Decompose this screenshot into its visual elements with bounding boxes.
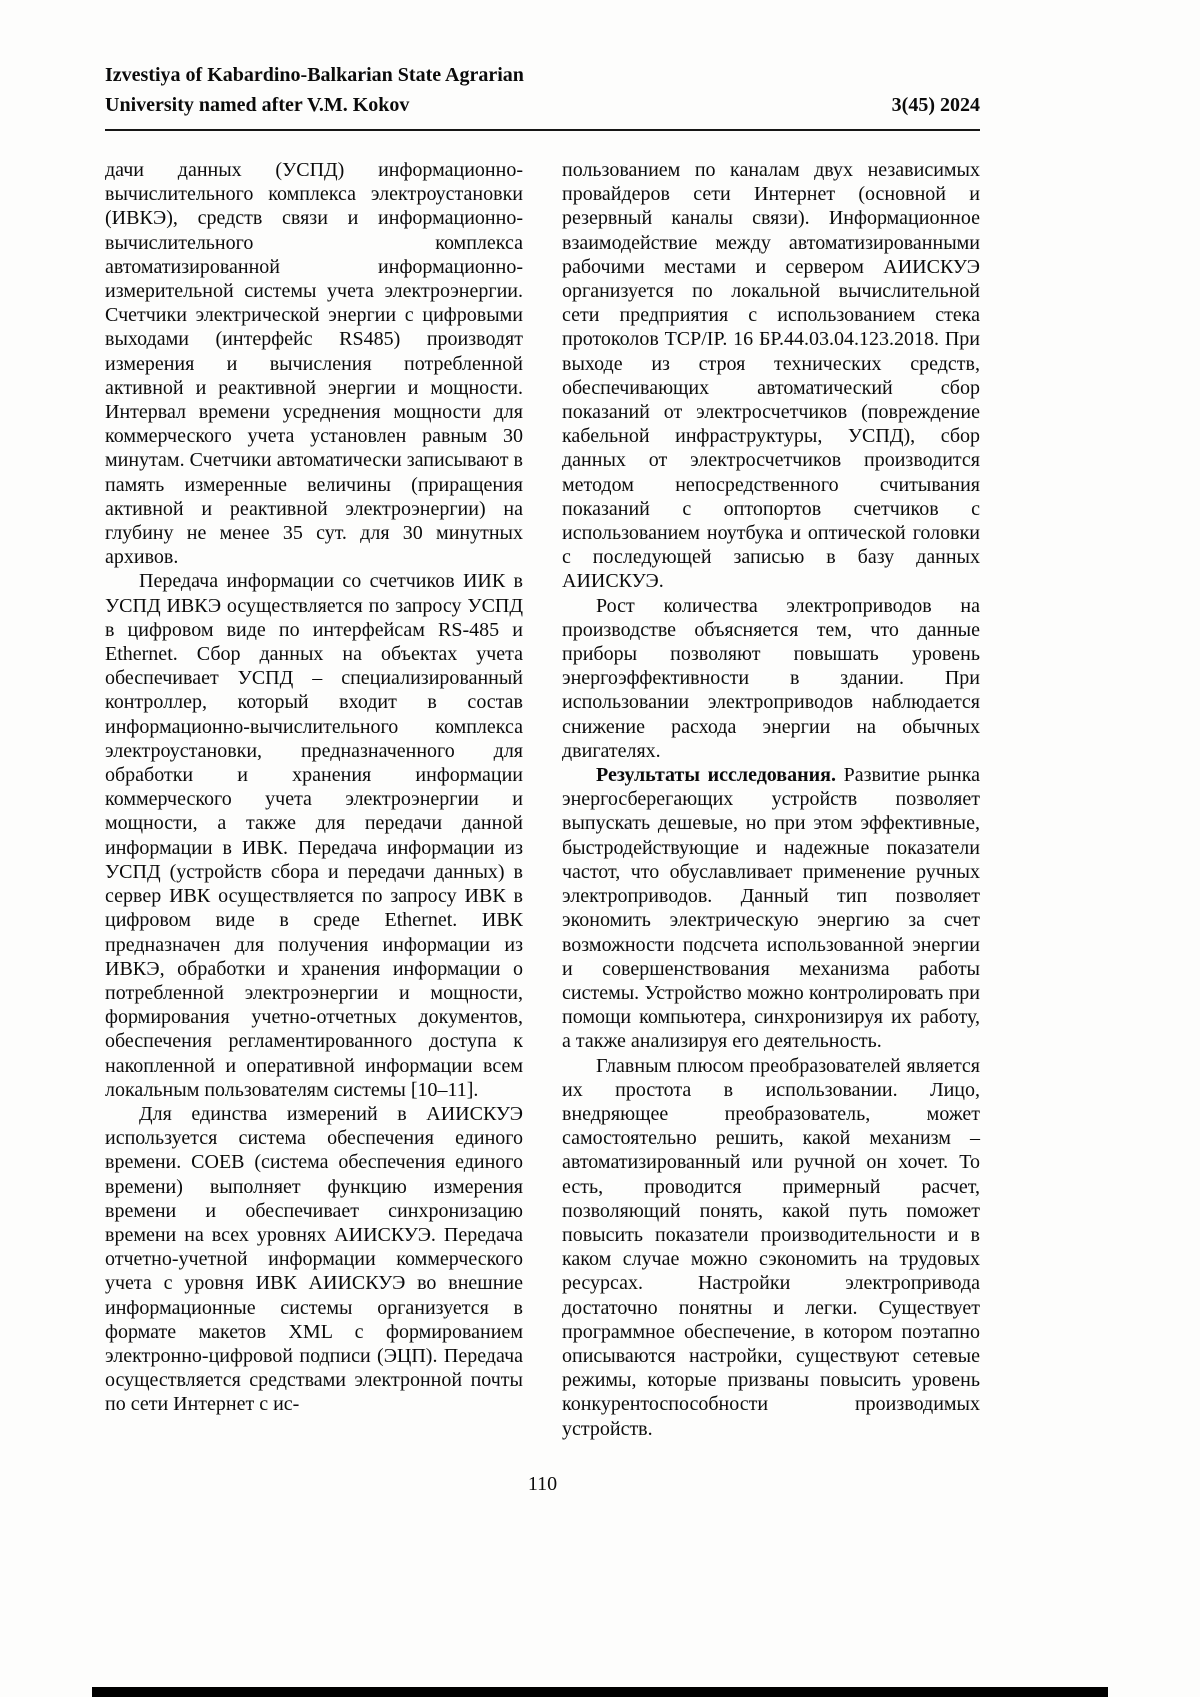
text-column-right — [562, 158, 980, 1441]
page-content — [105, 60, 980, 1441]
page-number: 110 — [527, 1473, 558, 1495]
paragraph-text: Развитие рынка энергосберегающих устройств позволяет выпускать дешевые, но при этом эффективные, быстродействующие и надежные показатели частот, что обуславливает применение ручных электроприводов. Данный тип позволяет экономить электрическую энергию за счет возможности подсчета использованной энергии и совершенствования механизма работы системы. Устройство можно контролировать при помощи компьютера, синхронизируя их работу, а также анализируя его деятельность. — [562, 764, 980, 1053]
paragraph: Главным плюсом преобразователей является их простота в использовании. Лицо, внедряющее преобразователь, может самостоятельно решить, какой механизм – автоматизированный или ручной он хочет. То есть, проводится примерный расчет, позволяющий понять, какой путь поможет повысить показатели производительности и в каком случае можно сэкономить на трудовых ресурсах. Настройки электропривода достаточно понятны и легки. Существует программное обеспечение, в котором поэтапно описываются настройки, существуют сетевые режимы, которые призваны повысить уровень конкурентоспособности производимых устройств. — [562, 1054, 980, 1440]
paragraph: дачи данных (УСПД) информационно-вычислительного комплекса электроустановки (ИВКЭ), средств связи и информационно-вычислительного комплекса автоматизированной информационно-измерительной системы учета электроэнергии. Счетчики электрической энергии с цифровыми выходами (интерфейс RS485) производят измерения и вычисления потребленной активной и реактивной энергии и мощности. Интервал времени усреднения мощности для коммерческого учета установлен равным 30 минутам. Счетчики автоматически записывают в память измеренные величины (приращения активной и реактивной электроэнергии) на глубину не менее 35 сут. для 30 минутных архивов. — [105, 159, 523, 569]
paragraph: Передача информации со счетчиков ИИК в УСПД ИВКЭ осуществляется по запросу УСПД в цифровом виде по интерфейсам RS-485 и Ethernet. Сбор данных на объектах учета обеспечивает УСПД – специализированный контроллер, который входит в состав информационно-вычислительного комплекса электроустановки, предназначенного для обработки и хранения информации коммерческого учета электроэнергии и мощности, а также для передачи данной информации в ИВК. Передача информации из УСПД (устройств сбора и передачи данных) в сервер ИВК осуществляется по запросу ИВК в цифровом виде в среде Ethernet. ИВК предназначен для получения информации из ИВКЭ, обработки и хранения информации о потребленной электроэнергии и мощности, формирования учетно-отчетных документов, обеспечения регламентированного доступа к накопленной и оперативной информации всем локальным пользователям системы [10–11]. — [105, 570, 523, 1101]
journal-title — [105, 60, 524, 120]
issue-number: 3(45) 2024 — [891, 94, 980, 116]
header-rule — [105, 129, 980, 131]
paragraph: Для единства измерений в АИИСКУЭ используется система обеспечения единого времени. СОЕВ (система обеспечения единого времени) выполняет функцию измерения времени и обеспечивает синхронизацию времени на всех уровнях АИИСКУЭ. Передача отчетно-учетной информации коммерческого учета с уровня ИВК АИИСКУЭ во внешние информационные системы организуется в формате макетов XML с формированием электронно-цифровой подписи (ЭЦП). Передача осуществляется средствами электронной почты по сети Интернет с ис- — [105, 1102, 523, 1416]
article-body — [105, 158, 980, 1441]
section-heading-results: Результаты исследования. — [596, 764, 836, 787]
journal-title-line2: University named after V.M. Kokov — [105, 94, 410, 116]
paragraph: пользованием по каналам двух независимых провайдеров сети Интернет (основной и резервный каналы связи). Информационное взаимодействие между автоматизированными рабочими местами и сервером АИИСКУЭ организуется по локальной вычислительной сети предприятия с использованием стека протоколов TCP/IP. 16 БР.44.03.04.123.2018. При выходе из строя технических средств, обеспечивающих автоматический сбор показаний от электросчетчиков (повреждение кабельной инфраструктуры, УСПД), сбор данных от электросчетчиков производится методом непосредственного считывания показаний с оптопортов счетчиков с использованием ноутбука и оптической головки с последующей записью в базу данных АИИСКУЭ. — [562, 159, 980, 593]
paragraph — [562, 763, 980, 1053]
journal-header-row — [105, 60, 980, 120]
paragraph: Рост количества электроприводов на производстве объясняется тем, что данные приборы позволяют повышать уровень энергоэффективности в здании. При использовании электроприводов наблюдается снижение расхода энергии на обычных двигателях. — [562, 594, 980, 762]
page-header — [105, 60, 980, 131]
journal-title-line1: Izvestiya of Kabardino-Balkarian State Agrarian — [105, 64, 524, 86]
scan-edge-bar — [92, 1687, 1108, 1697]
text-column-left — [105, 158, 523, 1441]
